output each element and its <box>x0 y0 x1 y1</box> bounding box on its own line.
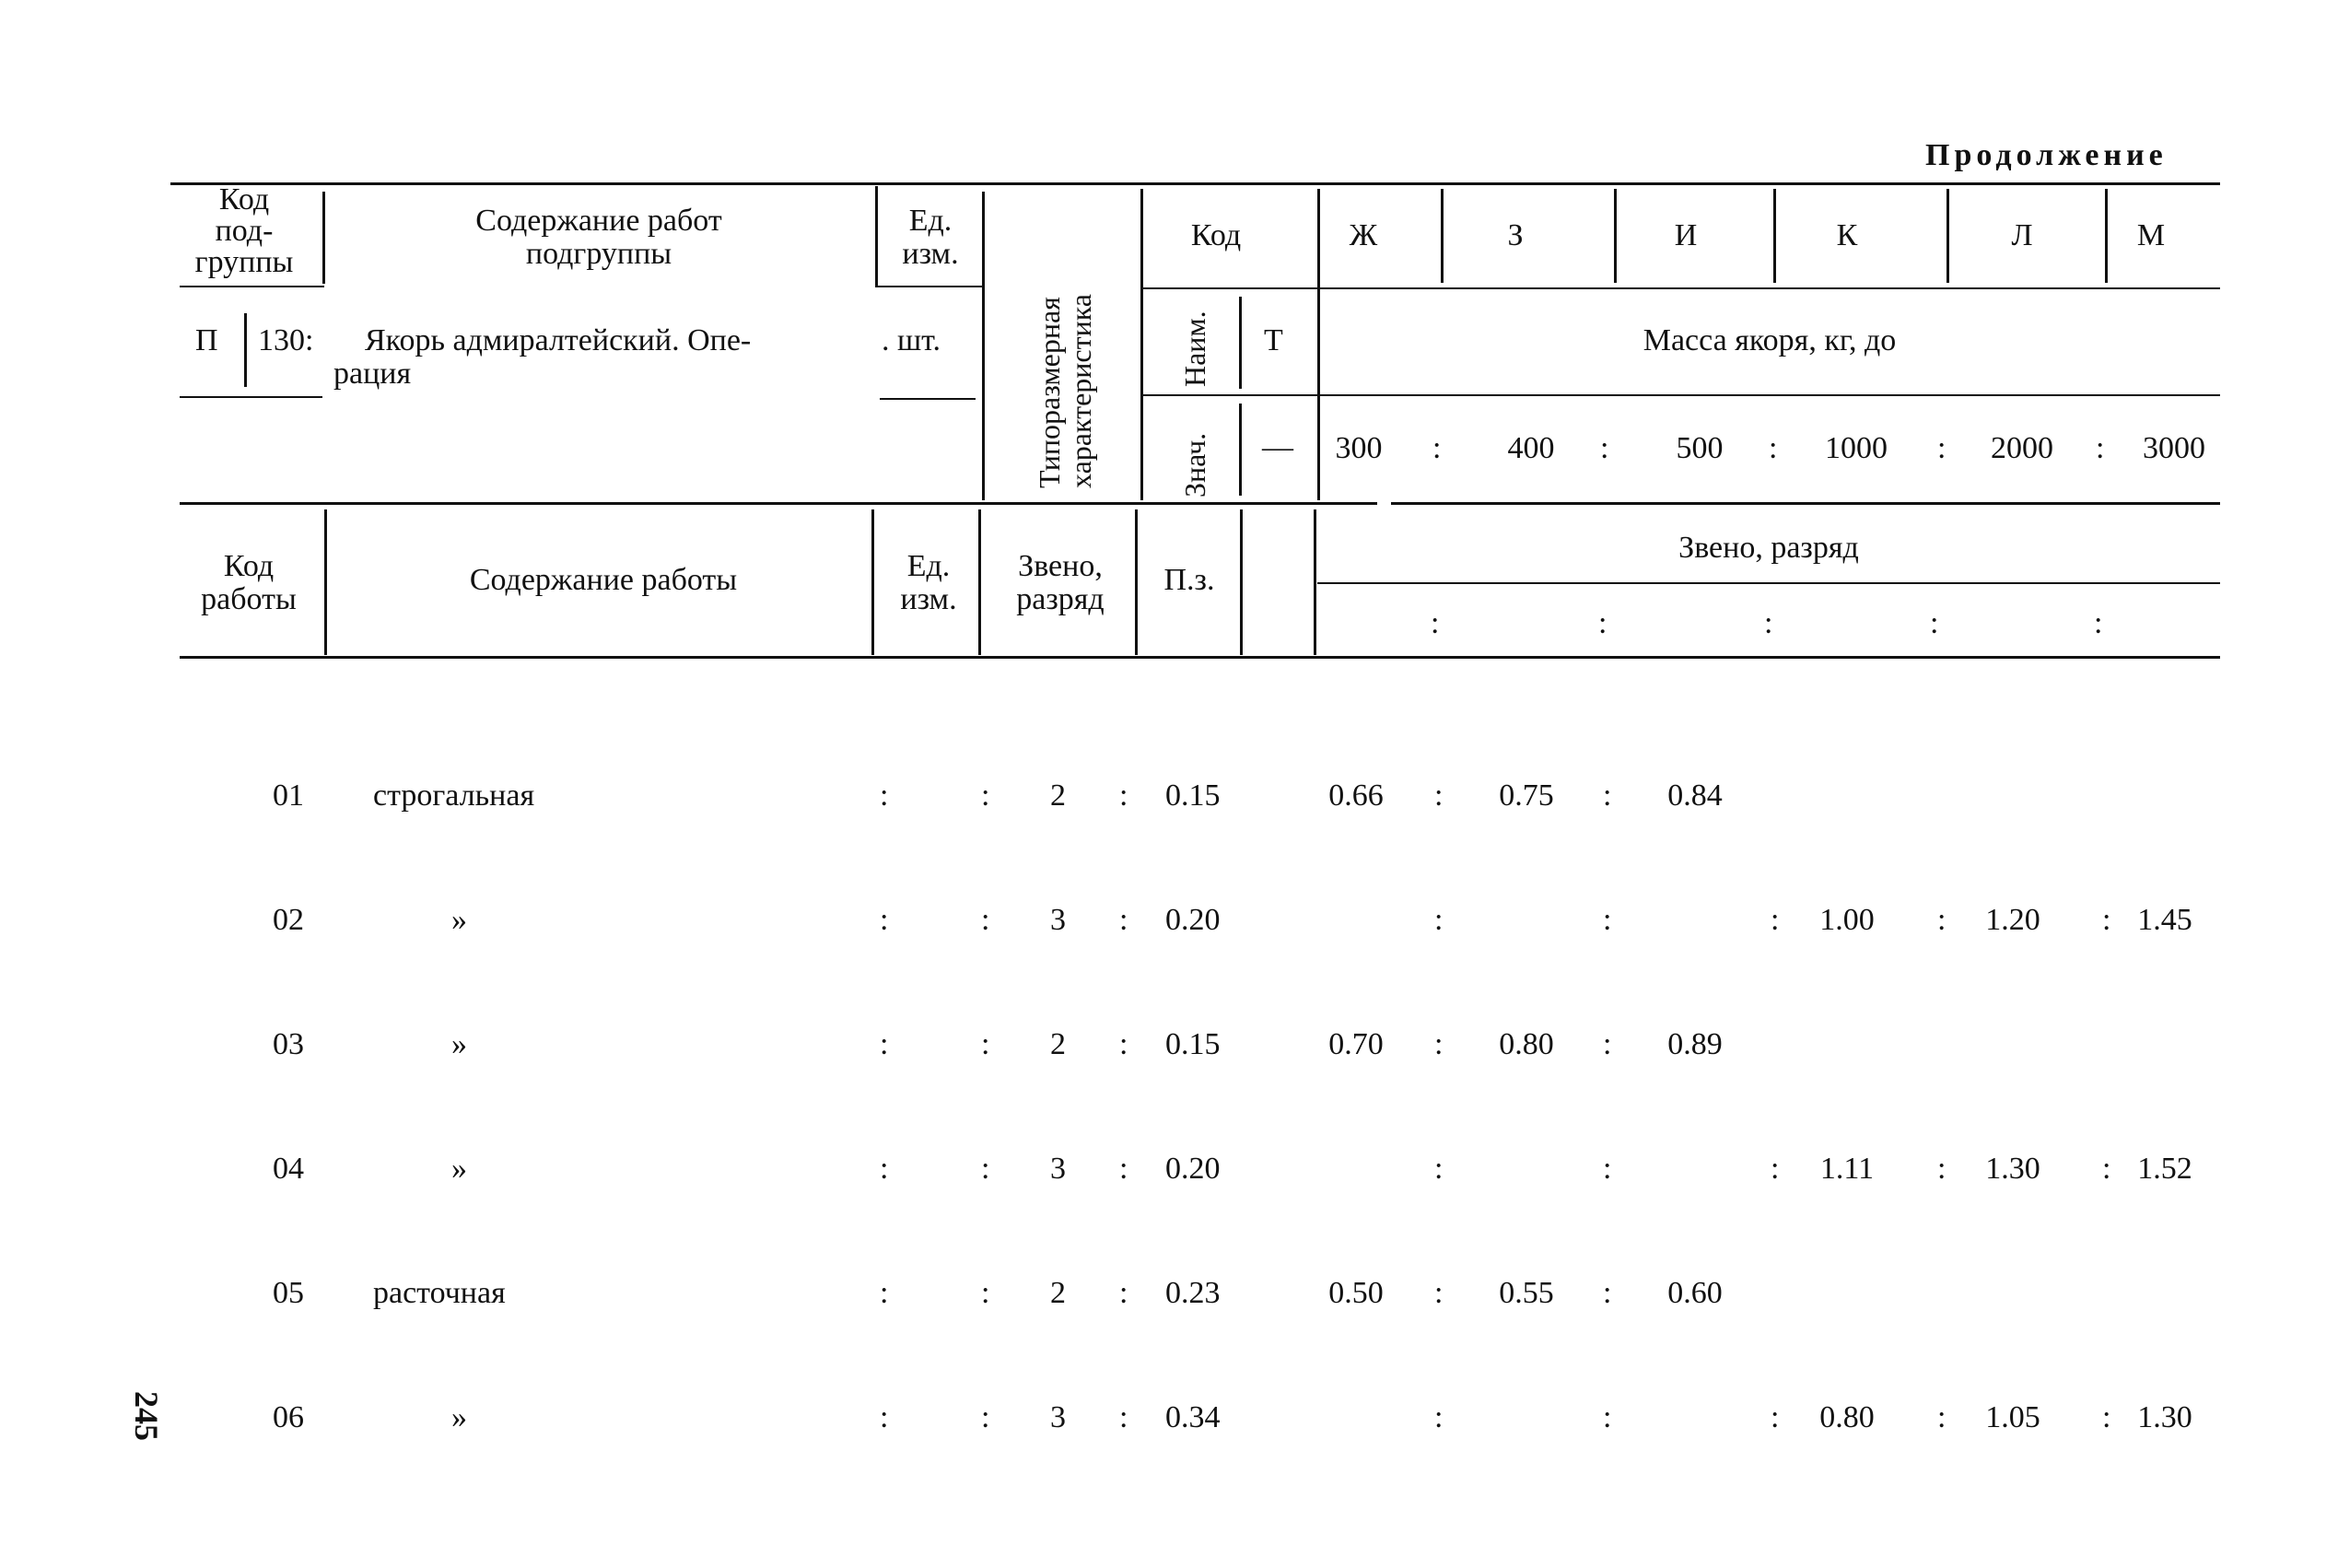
page-number: 245 <box>128 1391 165 1441</box>
divider <box>322 192 325 284</box>
crew-grade: 3 <box>1050 903 1066 937</box>
divider <box>244 313 247 387</box>
separator: : <box>981 903 990 937</box>
separator: : <box>981 1276 990 1310</box>
separator: : <box>1937 1400 1946 1434</box>
divider <box>1946 189 1949 283</box>
mass-value: 500 <box>1676 431 1724 465</box>
work-code: 02 <box>273 903 304 937</box>
norm-value: 1.00 <box>1819 903 1875 937</box>
separator: : <box>2102 1400 2111 1434</box>
header-bottom-rule <box>180 656 2220 659</box>
separator: : <box>1769 431 1778 465</box>
header-mid-rule <box>180 502 1377 505</box>
work-name: » <box>451 903 467 937</box>
norm-value: 1.30 <box>1985 1152 2040 1186</box>
separator: : <box>880 778 889 813</box>
subgroup-letter: П <box>195 323 218 357</box>
separator: : <box>1771 903 1780 937</box>
separator: : <box>1771 1400 1780 1434</box>
dash-label: — <box>1262 430 1293 464</box>
code-header: Код <box>1190 218 1242 252</box>
norm-value: 1.20 <box>1985 903 2040 937</box>
header-row1-rule-cols <box>1319 287 2220 289</box>
norm-value: 0.70 <box>1328 1027 1384 1061</box>
divider <box>978 509 981 655</box>
separator: : <box>1930 606 1939 640</box>
prep-time: 0.23 <box>1165 1276 1221 1310</box>
column-z: З <box>1507 218 1524 252</box>
work-code: 06 <box>273 1400 304 1434</box>
crew-grade: 2 <box>1050 1276 1066 1310</box>
separator: : <box>1598 606 1607 640</box>
separator: : <box>1431 606 1440 640</box>
norm-value: 1.05 <box>1985 1400 2040 1434</box>
work-code: 04 <box>273 1152 304 1186</box>
separator: : <box>981 778 990 813</box>
subgroup-code-header: Код под- группы <box>194 182 294 279</box>
norm-value: 0.66 <box>1328 778 1384 813</box>
work-name: строгальная <box>373 778 535 813</box>
prep-time: 0.15 <box>1165 1027 1221 1061</box>
pz-header: П.з. <box>1163 563 1215 597</box>
separator: : <box>1771 1152 1780 1186</box>
separator: : <box>1119 1400 1128 1434</box>
divider <box>324 509 327 655</box>
crew-grade-rule <box>1317 582 2220 584</box>
divider <box>1441 189 1444 283</box>
separator: : <box>1434 1276 1444 1310</box>
unit-underline <box>880 398 976 400</box>
continuation-label: Продолжение <box>1925 138 2168 172</box>
divider <box>1614 189 1617 283</box>
norm-value: 0.55 <box>1499 1276 1554 1310</box>
norm-value: 1.30 <box>2137 1400 2192 1434</box>
separator: : <box>1937 1152 1946 1186</box>
work-name: » <box>451 1400 467 1434</box>
t-label: Т <box>1264 323 1283 357</box>
separator: : <box>1603 1152 1612 1186</box>
prep-time: 0.20 <box>1165 1152 1221 1186</box>
norm-value: 0.50 <box>1328 1276 1384 1310</box>
mass-label: Масса якоря, кг, до <box>1642 323 1897 357</box>
separator: : <box>1603 1276 1612 1310</box>
separator: : <box>1603 1027 1612 1061</box>
separator: : <box>1600 431 1609 465</box>
work-content-header: Содержание работы <box>469 563 738 597</box>
separator: : <box>880 1400 889 1434</box>
work-name: » <box>451 1027 467 1061</box>
divider <box>1239 297 1242 389</box>
subgroup-number: 130: <box>258 323 314 357</box>
mass-value: 300 <box>1335 431 1383 465</box>
separator: : <box>1764 606 1773 640</box>
separator: : <box>1434 778 1444 813</box>
divider <box>1140 189 1143 500</box>
separator: : <box>981 1027 990 1061</box>
header-row1-rule-left <box>180 286 324 287</box>
header-top-rule <box>170 182 2220 185</box>
naim-rule <box>1142 394 1317 396</box>
separator: : <box>880 1152 889 1186</box>
unit-header-2: Ед. изм. <box>900 549 957 616</box>
divider <box>1314 509 1316 655</box>
work-code: 05 <box>273 1276 304 1310</box>
subgroup-content-header: Содержание работ подгруппы <box>475 204 722 271</box>
column-l: Л <box>2011 218 2033 252</box>
unit-header: Ед. изм. <box>902 204 959 271</box>
crew-grade: 2 <box>1050 1027 1066 1061</box>
column-i: И <box>1674 218 1698 252</box>
mass-value: 400 <box>1507 431 1555 465</box>
crew-grade: 3 <box>1050 1400 1066 1434</box>
subgroup-underline <box>180 396 322 398</box>
divider <box>982 192 985 500</box>
separator: : <box>1434 903 1444 937</box>
separator: : <box>880 1276 889 1310</box>
norm-value: 1.52 <box>2137 1152 2192 1186</box>
header-row1-rule-unit <box>877 286 982 287</box>
norm-value: 1.11 <box>1819 1152 1875 1186</box>
divider <box>1135 509 1138 655</box>
separator: : <box>1119 1276 1128 1310</box>
separator: : <box>1119 778 1128 813</box>
column-k: К <box>1836 218 1858 252</box>
prep-time: 0.20 <box>1165 903 1221 937</box>
divider <box>1773 189 1776 283</box>
separator: : <box>1119 1152 1128 1186</box>
separator: : <box>1119 1027 1128 1061</box>
separator: : <box>981 1400 990 1434</box>
separator: : <box>2094 606 2103 640</box>
separator: : <box>1937 431 1946 465</box>
crew-grade: 2 <box>1050 778 1066 813</box>
separator: : <box>2096 431 2105 465</box>
separator: : <box>1603 903 1612 937</box>
divider <box>1240 509 1243 655</box>
mass-value: 2000 <box>1991 431 2053 465</box>
separator: : <box>1119 903 1128 937</box>
separator: : <box>1937 903 1946 937</box>
subgroup-description: Якорь адмиралтейский. Опе- рация <box>333 323 752 391</box>
divider <box>1239 404 1242 496</box>
work-name: » <box>451 1152 467 1186</box>
separator: : <box>1603 778 1612 813</box>
header-row1-rule-code <box>1142 287 1317 289</box>
norm-value: 0.80 <box>1819 1400 1875 1434</box>
separator: : <box>1432 431 1442 465</box>
separator: : <box>1434 1400 1444 1434</box>
norm-value: 0.89 <box>1667 1027 1723 1061</box>
mass-value: 3000 <box>2143 431 2205 465</box>
norm-value: 0.60 <box>1667 1276 1723 1310</box>
separator: : <box>1434 1027 1444 1061</box>
crew-grade: 3 <box>1050 1152 1066 1186</box>
divider <box>2105 189 2108 283</box>
work-code-header: Код работы <box>201 549 297 616</box>
separator: : <box>981 1152 990 1186</box>
subgroup-unit: . шт. <box>882 323 941 357</box>
separator: : <box>2102 903 2111 937</box>
separator: : <box>1603 1400 1612 1434</box>
column-m: М <box>2136 218 2166 252</box>
work-name: расточная <box>373 1276 506 1310</box>
norm-value: 1.45 <box>2137 903 2192 937</box>
work-code: 01 <box>273 778 304 813</box>
header-mid-rule-right <box>1391 502 2220 505</box>
norm-value: 0.80 <box>1499 1027 1554 1061</box>
crew-grade-header: Звено, разряд <box>1678 531 1859 565</box>
norm-value: 0.75 <box>1499 778 1554 813</box>
naim-label: Наим. <box>1178 310 1211 387</box>
divider <box>875 186 878 287</box>
column-zh: Ж <box>1349 218 1378 252</box>
norm-value: 0.84 <box>1667 778 1723 813</box>
znach-label: Знач. <box>1178 432 1211 497</box>
separator: : <box>2102 1152 2111 1186</box>
divider <box>871 509 874 655</box>
separator: : <box>880 903 889 937</box>
prep-time: 0.15 <box>1165 778 1221 813</box>
separator: : <box>880 1027 889 1061</box>
crew-header: Звено, разряд <box>1016 549 1105 616</box>
mass-value: 1000 <box>1825 431 1888 465</box>
work-code: 03 <box>273 1027 304 1061</box>
typesize-header: Типоразмерная характеристика <box>1033 294 1097 488</box>
prep-time: 0.34 <box>1165 1400 1221 1434</box>
mass-rule <box>1319 394 2220 396</box>
separator: : <box>1434 1152 1444 1186</box>
